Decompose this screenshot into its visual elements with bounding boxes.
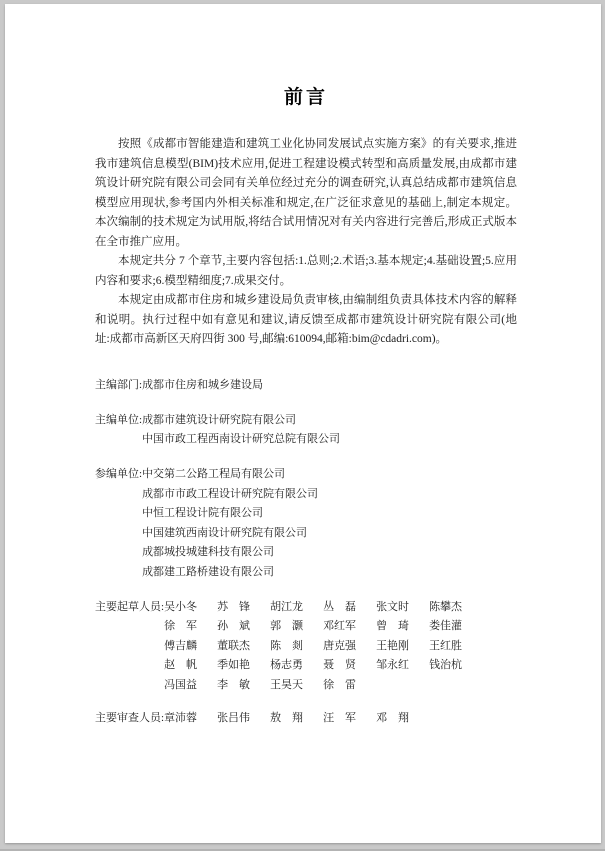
organization-name: 成都市市政工程设计研究院有限公司 [142, 487, 319, 500]
person-name: 徐 雷 [323, 678, 357, 691]
organization-name: 中国市政工程西南设计研究总院有限公司 [142, 433, 341, 445]
organization-name: 成都市建筑设计研究院有限公司 [142, 413, 297, 426]
person-name: 汪 军 [323, 712, 357, 724]
person-name: 赵 帆 [164, 659, 198, 671]
person-name: 陈攀杰 [429, 600, 463, 613]
document-page [5, 4, 601, 843]
chief-editors-values [142, 411, 340, 450]
preface-paragraph-1: 按照《成都市智能建造和建筑工业化协同发展试点实施方案》的有关要求,推进我市建筑信息模型(BIM)技术应用,促进工程建设模式转型和高质量发展,由成都市建筑设计研究院有限公司会同有关单位经过充分的调查研究,认真总结成都市建筑信息模型应用现状,参考国内外相关标准和规定,在广泛征求意见的基础上,制定本规定。本次编制的技术规定为试用版,将结合试用情况对有关内容进行完善后,形成正式版本在全市推广应用。 [95, 138, 517, 248]
person-name: 章沛蓉 [164, 712, 198, 724]
person-name: 邓 翔 [376, 712, 410, 724]
chief-editors-label: 主编单位: [95, 413, 143, 426]
person-name: 陈 剡 [270, 639, 304, 652]
page-title: 前言 [283, 87, 328, 108]
person-name: 傅吉麟 [164, 639, 198, 652]
person-name: 钱治杭 [429, 659, 463, 671]
person-name: 徐 军 [164, 620, 198, 632]
preface-paragraph-2: 本规定共分 7 个章节,主要内容包括:1.总则;2.术语;3.基本规定;4.基础设置;5.应用内容和要求;6.模型精细度;7.成果交付。 [95, 255, 517, 287]
page-content [5, 82, 601, 729]
person-name: 邹永红 [376, 659, 410, 671]
person-name: 冯国益 [164, 678, 198, 691]
person-name: 聂 贤 [323, 659, 357, 671]
organization-name: 中交第二公路工程局有限公司 [142, 468, 286, 480]
person-name: 邓红军 [323, 620, 357, 632]
drafters-label: 主要起草人员: [95, 600, 165, 613]
person-name: 王艳刚 [376, 639, 410, 652]
person-name: 董联杰 [217, 639, 251, 652]
section-participating-editors [95, 465, 517, 582]
chief-department-label: 主编部门: [95, 378, 143, 391]
reviewers-label: 主要审查人员: [95, 712, 165, 724]
person-name: 李 敏 [217, 678, 251, 691]
organization-name: 成都城投城建科技有限公司 [142, 546, 275, 558]
participating-editors-label: 参编单位: [95, 468, 143, 480]
reviewers-name-grid [164, 709, 429, 729]
organization-name: 成都市住房和城乡建设局 [142, 378, 264, 391]
person-name: 曾 琦 [376, 620, 410, 632]
person-name: 丛 磊 [323, 600, 357, 613]
preface-body [95, 135, 517, 350]
preface-paragraph-3: 本规定由成都市住房和城乡建设局负责审核,由编制组负责具体技术内容的解释和说明。执行过程中如有意见和建议,请反馈至成都市建筑设计研究院有限公司(地址:成都市高新区天府四街 300 号,邮编:610094,邮箱:bim@cdadri.com)。 [95, 294, 517, 345]
person-name: 王红胜 [429, 639, 463, 652]
person-name: 唐克强 [323, 639, 357, 652]
person-name: 杨志勇 [270, 659, 304, 671]
section-chief-department [95, 376, 517, 396]
credits-sections [95, 376, 517, 583]
section-chief-editors [95, 411, 517, 450]
person-name: 王昊天 [270, 678, 304, 691]
organization-name: 中恒工程设计院有限公司 [142, 507, 264, 519]
person-name: 苏 锋 [217, 600, 251, 613]
person-name: 娄佳灌 [429, 620, 463, 632]
person-name: 张吕伟 [217, 712, 251, 724]
chief-department-values [142, 376, 263, 396]
person-name: 季如艳 [217, 659, 251, 671]
person-name: 敖 翔 [270, 712, 304, 724]
person-name: 郭 灏 [270, 620, 304, 632]
person-name: 胡江龙 [270, 600, 304, 613]
person-name: 张文时 [376, 600, 410, 613]
section-drafters [95, 598, 517, 696]
organization-name: 中国建筑西南设计研究院有限公司 [142, 526, 308, 539]
drafters-name-grid [164, 598, 482, 696]
person-name: 吴小冬 [164, 600, 198, 613]
participating-editors-values [142, 465, 318, 582]
organization-name: 成都建工路桥建设有限公司 [142, 565, 275, 578]
person-name: 孙 斌 [217, 620, 251, 632]
section-reviewers [95, 709, 517, 729]
